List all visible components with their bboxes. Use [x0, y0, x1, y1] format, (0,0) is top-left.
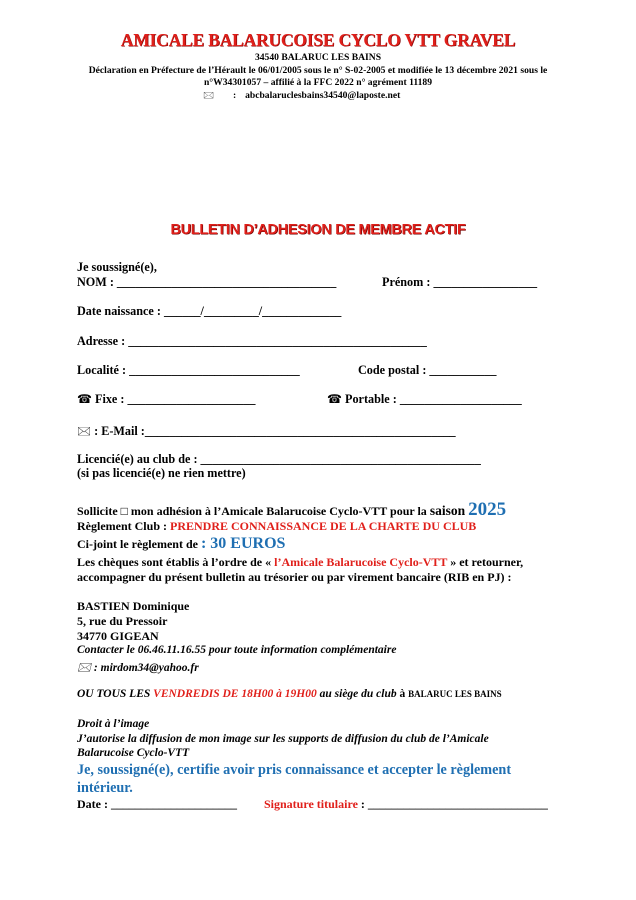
sollicite-text: Sollicite □ mon adhésion à l’Amicale Balarucoise Cyclo-VTT pour la — [77, 504, 427, 518]
amount: : 30 EUROS — [200, 535, 286, 552]
fixe-field[interactable]: Fixe : _____________________ — [95, 392, 256, 406]
certification-line-2: intérieur. — [77, 780, 133, 796]
email-icon: 🖂 — [203, 90, 215, 101]
phone-icon: ☎ — [327, 392, 342, 406]
sollicite-line — [77, 499, 506, 521]
cijoint-line — [77, 535, 285, 553]
portable-field[interactable]: Portable : ____________________ — [345, 392, 522, 406]
treasurer-email-row — [77, 658, 199, 679]
prenom-field[interactable]: Prénom : _________________ — [382, 275, 538, 289]
schedule-line — [77, 688, 502, 700]
email-icon: 🖂 — [77, 660, 92, 674]
email-icon: 🖂 — [77, 424, 92, 438]
reglement-line — [77, 519, 476, 534]
reglement-value: PRENDRE CONNAISSANCE DE LA CHARTE DU CLUB — [170, 519, 477, 533]
declaration-line-1: Déclaration en Préfecture de l’Hérault le 06/01/2005 sous le n° S-02-2005 et modifiée le 13 décembre 2021 sous le — [88, 65, 548, 76]
schedule-prefix: OU TOUS LES — [77, 688, 151, 700]
email-row[interactable] — [77, 422, 456, 443]
header-email-line — [203, 89, 400, 105]
adresse-field[interactable]: Adresse : _________________________________________________ — [77, 334, 427, 348]
date-naissance-field[interactable]: Date naissance : ______/_________/_____________ — [77, 304, 342, 318]
fixe-row[interactable] — [77, 392, 255, 407]
date-field[interactable]: Date : _____________________ — [77, 797, 237, 811]
season-year: 2025 — [468, 499, 507, 520]
schedule-location: BALARUC LES BAINS — [408, 689, 502, 699]
cheques-pre: Les chèques sont établis à l’ordre de « — [77, 555, 272, 569]
cijoint-label: Ci-joint le règlement de — [77, 537, 198, 551]
cheques-line-2: accompagner du présent bulletin au trésorier ou par virement bancaire (RIB en PJ) : — [77, 570, 512, 584]
soussigne-label: Je soussigné(e), — [77, 260, 157, 274]
reglement-label: Règlement Club : — [77, 519, 167, 533]
club-title: AMICALE BALARUCOISE CYCLO VTT GRAVEL — [120, 30, 516, 50]
cheques-post: » et retourner, — [450, 555, 524, 569]
treasurer-contact: Contacter le 06.46.11.16.55 pour toute information complémentaire — [77, 644, 397, 656]
treasurer-name: BASTIEN Dominique — [77, 599, 190, 613]
schedule-suffix: au siège du club — [319, 688, 397, 700]
cheques-line-1 — [77, 555, 523, 570]
phone-icon: ☎ — [77, 392, 92, 406]
localite-field[interactable]: Localité : ____________________________ — [77, 363, 300, 377]
licencie-note: (si pas licencié(e) ne rien mettre) — [77, 466, 246, 480]
image-rights-title: Droit à l’image — [77, 718, 150, 730]
email-separator: : — [233, 90, 237, 101]
signature-field[interactable]: : ______________________________ — [360, 797, 548, 811]
licencie-field[interactable]: Licencié(e) au club de : ______________________________________________ — [77, 452, 481, 466]
club-address: 34540 BALARUC LES BAINS — [254, 52, 382, 63]
code-postal-field[interactable]: Code postal : ___________ — [358, 363, 497, 377]
treasurer-street: 5, rue du Pressoir — [77, 614, 168, 628]
treasurer-city: 34770 GIGEAN — [77, 629, 159, 643]
image-rights-line-2: Balarucoise Cyclo-VTT — [77, 747, 190, 759]
signature-label: Signature titulaire — [264, 797, 358, 811]
schedule-location-prefix: à — [399, 688, 406, 700]
schedule-days: VENDREDIS DE 18H00 à 19H00 — [153, 688, 317, 700]
certification-line-1: Je, soussigné(e), certifie avoir pris connaissance et accepter le règlement — [77, 762, 512, 778]
declaration-line-2: n°W34301057 – affilié à la FFC 2022 n° agrément 11189 — [203, 77, 433, 88]
signature-row[interactable] — [264, 797, 548, 812]
club-email: abcbalaruclesbains34540@laposte.net — [245, 90, 401, 101]
form-title: BULLETIN D’ADHESION DE MEMBRE ACTIF — [170, 222, 466, 238]
portable-row[interactable] — [327, 392, 522, 407]
cheques-order: l’Amicale Balarucoise Cyclo-VTT — [274, 555, 448, 569]
treasurer-email: : mirdom34@yahoo.fr — [93, 662, 199, 674]
email-field[interactable]: : E-Mail :___________________________________________________ — [94, 424, 456, 438]
saison-label: saison — [429, 503, 466, 518]
nom-field[interactable]: NOM : ____________________________________ — [77, 275, 337, 289]
image-rights-line-1: J’autorise la diffusion de mon image sur les supports de diffusion du club de l’Amicale — [77, 733, 489, 745]
